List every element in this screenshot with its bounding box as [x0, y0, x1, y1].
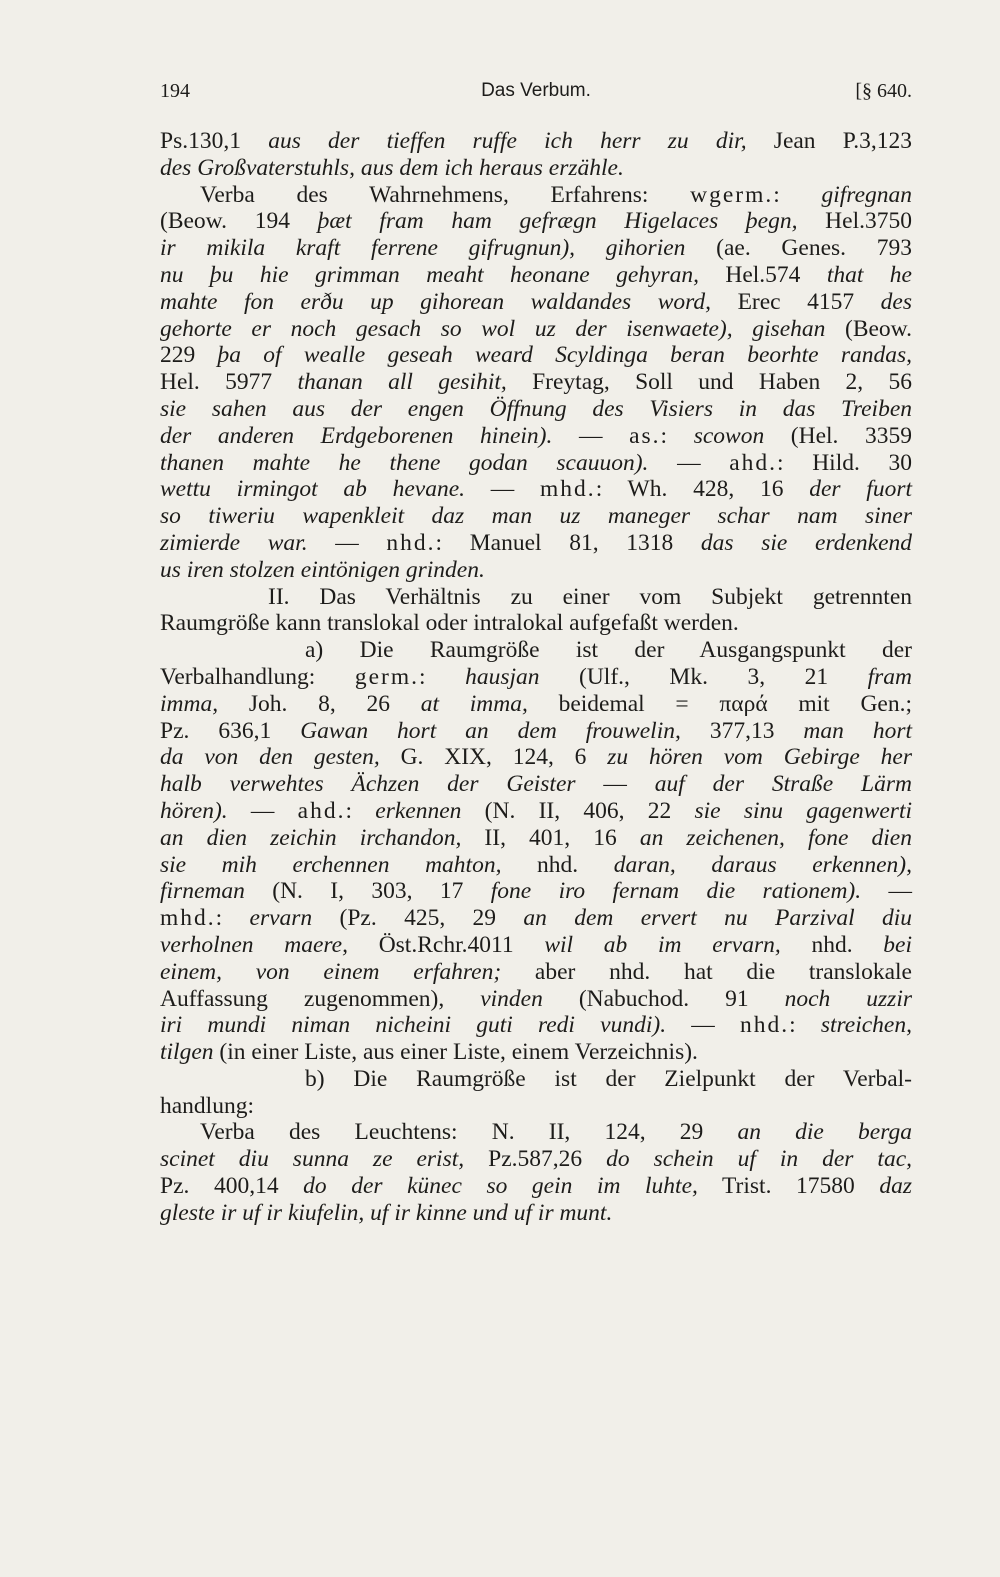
text-line	[160, 369, 912, 396]
text-line	[160, 610, 912, 637]
text-segment: Verba des Leuchtens: N. II, 124, 29	[200, 1119, 738, 1146]
text-line	[160, 450, 912, 477]
italic-segment: auf der Straße Lärm	[654, 771, 912, 798]
text-line	[160, 771, 912, 798]
text-line	[160, 1119, 912, 1146]
text-line	[160, 932, 912, 959]
italic-segment: fone iro fernam die rationem).	[490, 878, 862, 905]
italic-segment: gleste ir uf ir kiufelin, uf ir kinne und uf ir munt.	[160, 1199, 613, 1226]
text-line	[160, 1066, 912, 1093]
text-segment: aber nhd. hat die translokale	[501, 958, 912, 985]
text-segment: Hel.574	[698, 261, 827, 288]
text-line	[160, 182, 912, 209]
text-segment: —	[465, 476, 541, 503]
text-line	[160, 503, 912, 530]
italic-segment: daran, daraus erkennen),	[613, 851, 913, 878]
italic-segment: noch uzzir	[784, 985, 912, 1012]
text-segment: :	[215, 905, 250, 932]
text-line	[160, 664, 912, 691]
italic-segment: gisehan	[752, 315, 826, 342]
running-header	[160, 80, 912, 110]
text-segment: —	[666, 1012, 740, 1039]
italic-segment: an die berga	[737, 1119, 912, 1146]
text-line	[160, 128, 912, 155]
italic-segment: ir mikila kraft ferrene gifrugnun),	[160, 235, 576, 262]
section-number: [§ 640.	[855, 80, 912, 102]
text-line	[160, 262, 912, 289]
italic-segment: do der künec so gein im luhte,	[303, 1173, 698, 1200]
text-line	[160, 718, 912, 745]
italic-segment: zimierde war.	[160, 529, 308, 556]
italic-segment: der anderen Erdgeborenen hinein).	[160, 422, 553, 449]
text-line	[160, 476, 912, 503]
text-segment: (Hel. 3359	[764, 422, 913, 449]
text-segment	[575, 235, 606, 261]
text-line	[160, 316, 912, 343]
text-line	[160, 342, 912, 369]
italic-segment: iri mundi niman nicheini guti redi vundi).	[160, 1012, 667, 1039]
text-segment: Erec 4157	[711, 288, 881, 315]
text-segment: :	[660, 422, 694, 449]
text-segment: (N. II, 406, 22	[461, 797, 695, 824]
text-segment: (Ulf., Mk. 3, 21	[539, 663, 868, 690]
text-segment: :	[345, 797, 376, 824]
text-line	[160, 289, 912, 316]
text-segment: —	[648, 449, 730, 476]
text-segment: —	[575, 771, 655, 798]
italic-segment: ervarn	[249, 905, 313, 932]
italic-segment: man hort	[803, 717, 913, 744]
text-segment: (Pz. 425, 29	[312, 905, 524, 932]
italic-segment: wil ab im ervarn,	[544, 931, 781, 958]
text-line	[160, 396, 912, 423]
text-segment: :	[789, 1012, 821, 1039]
italic-segment: wettu irmingot ab hevane.	[160, 476, 466, 503]
text-segment: Joh. 8, 26	[218, 690, 421, 717]
italic-segment: an dem ervert nu Parzival diu	[523, 905, 912, 932]
text-line	[160, 798, 912, 825]
italic-segment: einem, von einem erfahren;	[160, 958, 502, 985]
text-segment: Auffassung zugenommen),	[160, 985, 481, 1012]
italic-segment: verholnen maere,	[160, 931, 348, 958]
italic-segment: an dien zeichin irchandon,	[160, 824, 462, 851]
text-line	[160, 584, 912, 611]
italic-segment: Gawan hort an dem frouwelin,	[300, 717, 681, 744]
text-segment: II. Das Verhältnis zu einer vom Subjekt getrennten	[268, 583, 912, 610]
italic-segment: aus der tieffen ruffe ich herr zu dir,	[268, 128, 747, 154]
text-line	[160, 905, 912, 932]
italic-segment: gihorien	[605, 235, 686, 262]
text-segment: Pz. 636,1	[160, 717, 301, 744]
text-segment: handlung:	[160, 1092, 254, 1119]
text-segment: Raumgröße kann translokal oder intralokal aufgefaßt werden.	[160, 610, 739, 637]
text-segment: —	[307, 529, 387, 556]
text-line	[160, 852, 912, 879]
text-segment: (N. I, 303, 17	[244, 878, 491, 905]
page-number: 194	[160, 80, 190, 102]
text-segment	[733, 316, 753, 342]
italic-segment: þa of wealle geseah weard Scyldinga beran beorhte randas,	[217, 342, 913, 369]
text-line	[160, 1200, 912, 1227]
italic-segment: der fuort	[809, 476, 912, 503]
text-line	[160, 637, 912, 664]
italic-segment: streichen,	[820, 1012, 912, 1039]
italic-segment: thanen mahte he thene godan scauuon).	[160, 449, 649, 476]
text-line	[160, 744, 912, 771]
text-line	[160, 235, 912, 262]
text-segment: : Wh. 428, 16	[595, 476, 810, 503]
running-title: Das Verbum.	[481, 80, 591, 101]
text-segment: Trist. 17580	[697, 1173, 880, 1200]
text-segment: Öst.Rchr.4011	[347, 931, 545, 958]
text-segment: (Beow.	[825, 315, 912, 342]
italic-segment: vinden	[480, 985, 543, 1012]
text-segment: ahd.	[297, 797, 346, 824]
page-body-text	[160, 128, 912, 1227]
text-segment: :	[773, 181, 822, 208]
italic-segment: scinet diu sunna ze erist,	[160, 1146, 465, 1173]
italic-segment: fram	[867, 663, 913, 690]
text-segment: : Hild. 30	[777, 449, 912, 476]
italic-segment: da von den gesten,	[160, 744, 380, 771]
text-segment: (in einer Liste, aus einer Liste, einem Verzeichnis).	[213, 1039, 698, 1066]
text-segment: Verbalhandlung:	[160, 663, 355, 690]
text-segment: G. XIX, 124, 6	[379, 744, 608, 771]
text-segment: —	[861, 878, 913, 905]
text-segment: mhd.	[540, 476, 596, 503]
italic-segment: us iren stolzen eintönigen grinden.	[160, 556, 485, 583]
text-line	[160, 1093, 912, 1120]
text-segment: wgerm.	[690, 181, 774, 208]
text-segment: Verba des Wahrnehmens, Erfahrens:	[200, 181, 691, 208]
italic-segment: hausjan	[465, 663, 540, 690]
text-segment: Pz. 400,14	[160, 1173, 304, 1200]
text-segment: a) Die Raumgröße ist der Ausgangspunkt der	[305, 637, 912, 664]
text-line	[160, 423, 912, 450]
italic-segment: tilgen	[160, 1039, 214, 1066]
text-line	[160, 208, 912, 235]
text-segment: Hel. 5977	[160, 369, 298, 396]
italic-segment: þæt fram ham gefrægn Higelaces þegn,	[317, 208, 798, 235]
text-segment: Ps.130,1	[160, 128, 269, 154]
italic-segment: sie sahen aus der engen Öffnung des Visiers in das Treiben	[160, 395, 912, 422]
italic-segment: zu hören vom Gebirge her	[607, 744, 912, 771]
italic-segment: erkennen	[375, 797, 462, 824]
italic-segment: sie mih erchennen mahton,	[160, 851, 502, 878]
text-line	[160, 530, 912, 557]
italic-segment: mahte fon erðu up gihorean waldandes word,	[160, 288, 712, 315]
text-segment: II, 401, 16	[461, 824, 640, 851]
italic-segment: that he	[826, 261, 912, 288]
italic-segment: so tiweriu wapenkleit daz man uz maneger schar nam siner	[160, 503, 912, 530]
text-line	[160, 959, 912, 986]
text-segment: Hel.3750	[797, 208, 912, 235]
italic-segment: firneman	[160, 878, 245, 905]
text-line	[160, 691, 912, 718]
text-segment: beidemal = παρά mit Gen.;	[527, 690, 912, 717]
text-segment: 229	[160, 342, 218, 369]
text-segment: ahd.	[729, 449, 778, 476]
text-segment: b) Die Raumgröße ist der Zielpunkt der Verbal-	[305, 1065, 912, 1092]
text-segment: nhd.	[501, 851, 614, 878]
italic-segment: halb verwehtes Ächzen der Geister	[160, 771, 576, 798]
italic-segment: at imma,	[420, 690, 528, 717]
text-segment: (ae. Genes. 793	[685, 235, 912, 262]
text-segment: —	[552, 422, 630, 449]
text-segment: Freytag, Soll und Haben 2, 56	[506, 369, 912, 396]
text-segment: :	[419, 663, 466, 690]
italic-segment: des	[880, 288, 912, 315]
italic-segment: imma,	[160, 690, 219, 717]
italic-segment: das sie erdenkend	[700, 529, 913, 556]
text-segment: Pz.587,26	[464, 1146, 607, 1173]
text-segment: mhd.	[160, 905, 216, 932]
text-segment: (Beow. 194	[160, 208, 318, 235]
italic-segment: gehorte er noch gesach so wol uz der isenwaete),	[160, 315, 733, 342]
italic-segment: an zeichenen, fone dien	[639, 824, 912, 851]
text-line	[160, 986, 912, 1013]
text-line	[160, 1173, 912, 1200]
text-line	[160, 557, 912, 584]
text-line	[160, 1039, 912, 1066]
italic-segment: do schein uf in der tac,	[606, 1146, 913, 1173]
italic-segment: thanan all gesihit,	[297, 369, 507, 396]
text-line	[160, 878, 912, 905]
text-segment: : Manuel 81, 1318	[435, 529, 701, 556]
text-segment: —	[227, 797, 298, 824]
text-line	[160, 1012, 912, 1039]
italic-segment: daz	[879, 1173, 913, 1200]
italic-segment: gifregnan	[821, 181, 912, 208]
italic-segment: sie sinu gagenwerti	[694, 797, 913, 824]
italic-segment: scowon	[693, 422, 765, 449]
italic-segment: hören).	[160, 797, 228, 824]
text-segment: nhd.	[386, 529, 436, 556]
italic-segment: nu þu hie grimman meaht heonane gehyran,	[160, 261, 699, 288]
text-segment: 377,13	[680, 717, 804, 744]
italic-segment: des Großvaterstuhls, aus dem ich heraus erzähle.	[160, 154, 624, 181]
text-segment: nhd.	[780, 931, 884, 958]
text-line	[160, 155, 912, 182]
text-segment: as.	[629, 422, 661, 449]
text-segment: Jean P.3,123	[746, 128, 912, 154]
text-line	[160, 1146, 912, 1173]
text-segment: germ.	[354, 663, 420, 690]
text-segment: (Nabuchod. 91	[542, 985, 785, 1012]
italic-segment: bei	[883, 931, 912, 958]
text-line	[160, 825, 912, 852]
text-segment: nhd.	[739, 1012, 790, 1039]
